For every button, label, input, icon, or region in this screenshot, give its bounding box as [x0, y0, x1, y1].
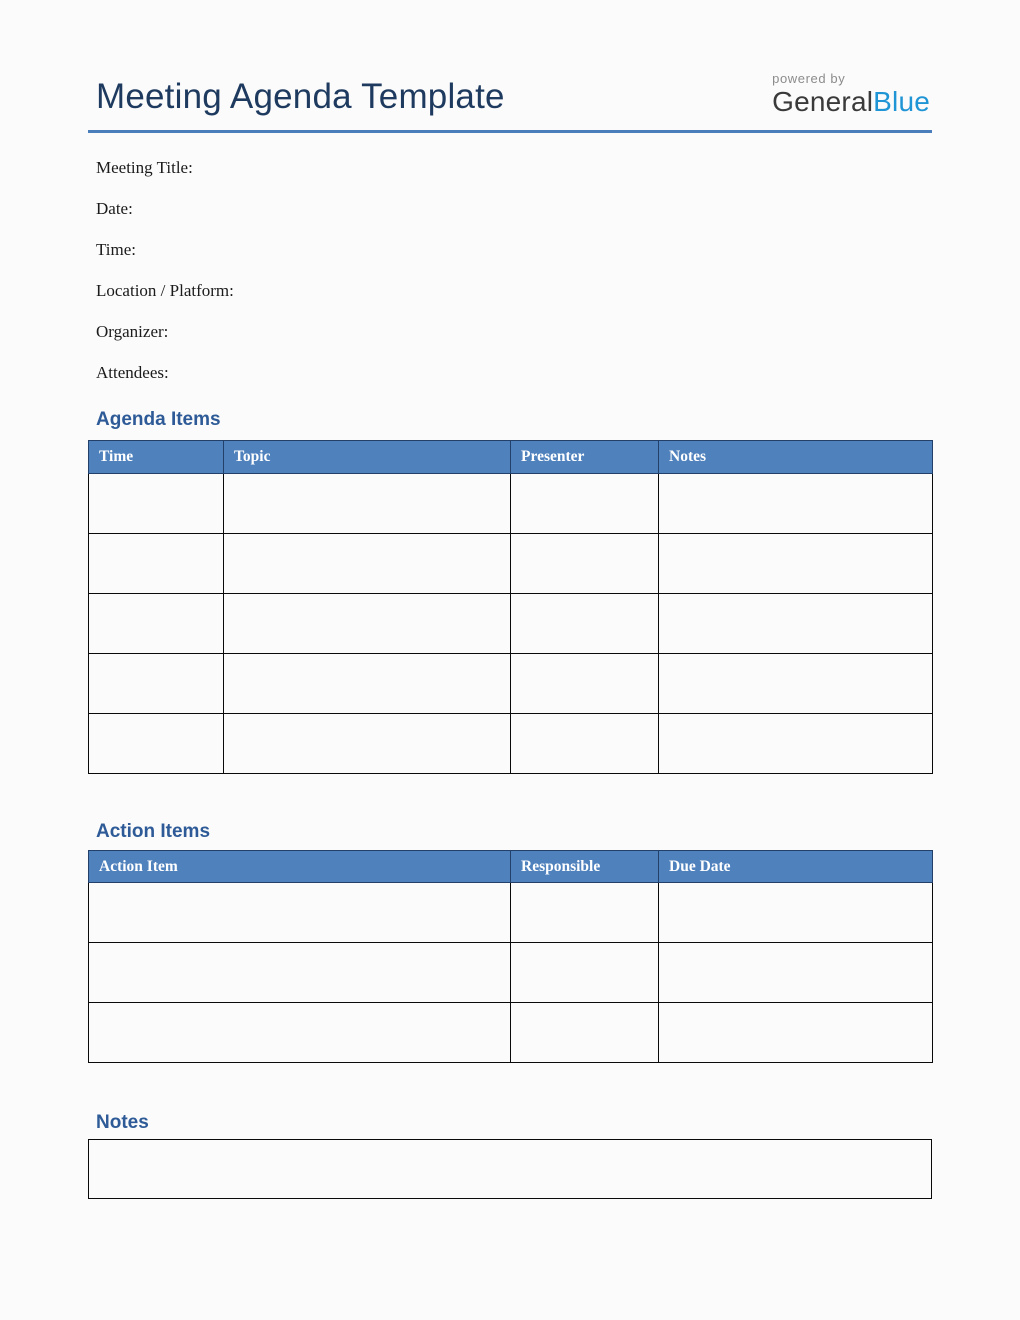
agenda-col-topic: Topic: [224, 441, 511, 474]
action-col-responsible: Responsible: [511, 851, 659, 883]
agenda-cell-topic[interactable]: [224, 594, 511, 654]
agenda-cell-topic[interactable]: [224, 654, 511, 714]
action-cell-responsible[interactable]: [511, 943, 659, 1003]
title-divider: [88, 130, 932, 133]
action-col-action-item: Action Item: [89, 851, 511, 883]
agenda-col-notes: Notes: [659, 441, 933, 474]
agenda-cell-presenter[interactable]: [511, 714, 659, 774]
field-label-organizer: Organizer:: [96, 322, 169, 341]
agenda-cell-topic[interactable]: [224, 474, 511, 534]
agenda-cell-time[interactable]: [89, 654, 224, 714]
action-row: [89, 1003, 933, 1063]
agenda-row: [89, 474, 933, 534]
notes-heading: Notes: [96, 1112, 149, 1133]
action-row: [89, 943, 933, 1003]
brand-blue-text: Blue: [873, 86, 930, 117]
agenda-cell-presenter[interactable]: [511, 654, 659, 714]
field-label-time: Time:: [96, 240, 137, 259]
agenda-items-heading: Agenda Items: [96, 409, 221, 430]
field-label-date: Date:: [96, 199, 133, 218]
action-col-due-date: Due Date: [659, 851, 933, 883]
action-cell-due-date[interactable]: [659, 883, 933, 943]
action-items-table: [88, 850, 933, 1063]
agenda-cell-notes[interactable]: [659, 474, 933, 534]
brand-logo: [772, 72, 932, 116]
agenda-col-presenter: Presenter: [511, 441, 659, 474]
agenda-col-time: Time: [89, 441, 224, 474]
agenda-row: [89, 534, 933, 594]
agenda-cell-notes[interactable]: [659, 654, 933, 714]
page-title: Meeting Agenda Template: [96, 76, 505, 116]
agenda-cell-presenter[interactable]: [511, 594, 659, 654]
action-cell-responsible[interactable]: [511, 883, 659, 943]
action-row: [89, 883, 933, 943]
agenda-cell-presenter[interactable]: [511, 474, 659, 534]
agenda-cell-time[interactable]: [89, 474, 224, 534]
action-cell-action-item[interactable]: [89, 883, 511, 943]
agenda-cell-notes[interactable]: [659, 594, 933, 654]
agenda-cell-presenter[interactable]: [511, 534, 659, 594]
agenda-cell-time[interactable]: [89, 714, 224, 774]
field-label-meeting-title: Meeting Title:: [96, 158, 193, 177]
meta-fields: [88, 159, 932, 382]
action-cell-due-date[interactable]: [659, 1003, 933, 1063]
powered-by-text: powered by: [772, 71, 846, 86]
action-cell-action-item[interactable]: [89, 1003, 511, 1063]
action-cell-due-date[interactable]: [659, 943, 933, 1003]
field-label-location-platform: Location / Platform:: [96, 281, 234, 300]
action-items-heading: Action Items: [96, 821, 211, 842]
agenda-cell-topic[interactable]: [224, 714, 511, 774]
action-cell-responsible[interactable]: [511, 1003, 659, 1063]
action-cell-action-item[interactable]: [89, 943, 511, 1003]
brand-wordmark: [772, 86, 930, 117]
field-label-attendees: Attendees:: [96, 363, 169, 382]
agenda-items-table: [88, 440, 933, 774]
agenda-cell-time[interactable]: [89, 594, 224, 654]
agenda-cell-notes[interactable]: [659, 534, 933, 594]
agenda-header-row: [89, 441, 933, 474]
brand-general-text: General: [772, 86, 874, 117]
document-header: [88, 0, 932, 116]
agenda-row: [89, 714, 933, 774]
agenda-row: [89, 594, 933, 654]
agenda-cell-topic[interactable]: [224, 534, 511, 594]
agenda-cell-time[interactable]: [89, 534, 224, 594]
agenda-cell-notes[interactable]: [659, 714, 933, 774]
action-header-row: [89, 851, 933, 883]
notes-box[interactable]: [88, 1139, 932, 1199]
agenda-row: [89, 654, 933, 714]
